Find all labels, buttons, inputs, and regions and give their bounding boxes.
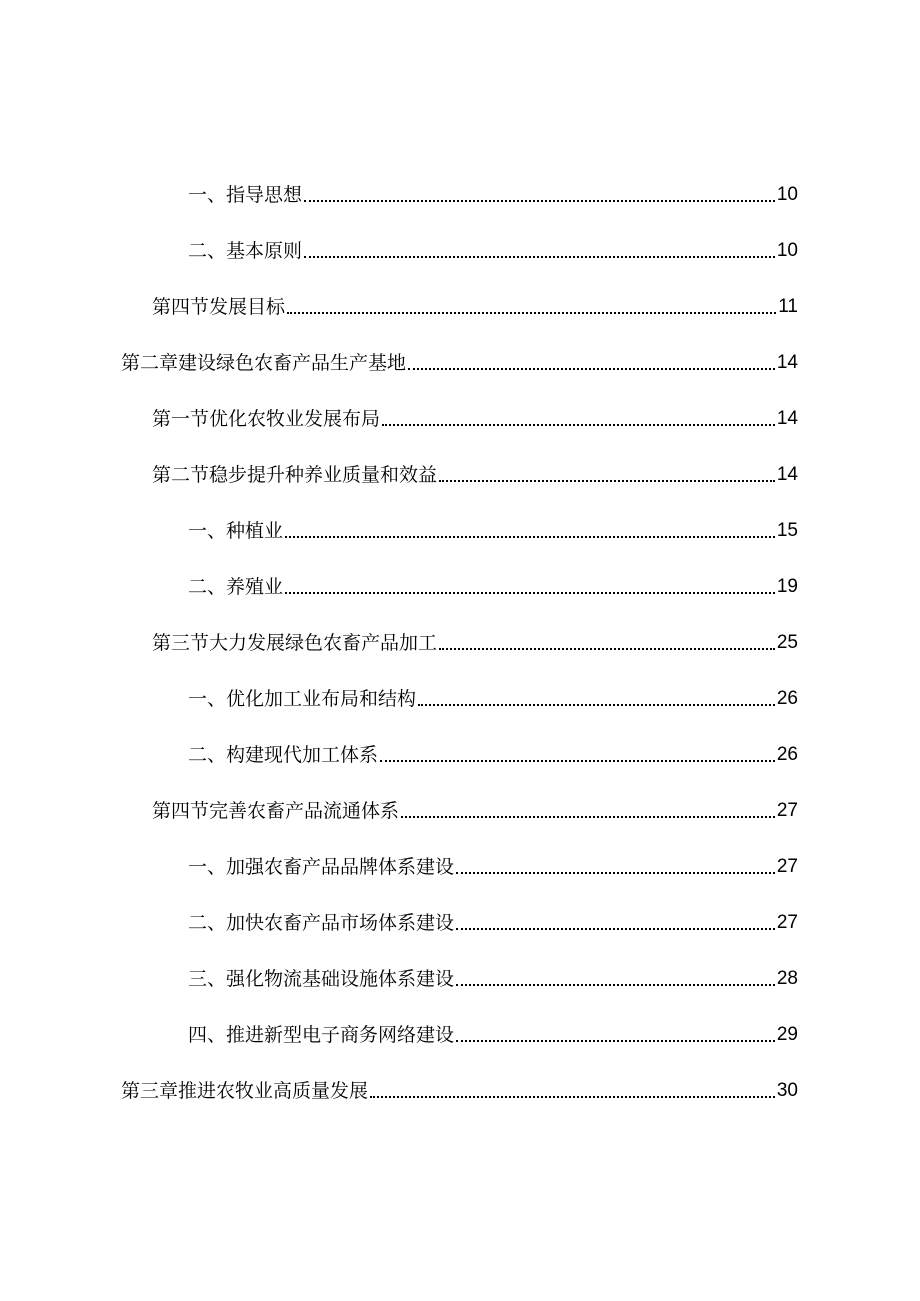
toc-entry-title: 一、加强农畜产品品牌体系建设 [188, 856, 455, 878]
toc-leader-dots [401, 816, 775, 818]
toc-entry-title: 第一节优化农牧业发展布局 [152, 408, 381, 430]
toc-leader-dots [287, 312, 776, 314]
toc-entry-page: 30 [776, 1080, 798, 1101]
toc-leader-dots [370, 1096, 775, 1098]
toc-leader-dots [456, 984, 775, 986]
toc-leader-dots [285, 592, 775, 594]
toc-entry-title: 二、加快农畜产品市场体系建设 [188, 912, 455, 934]
toc-entry-page: 26 [776, 744, 798, 765]
toc-entry[interactable] [188, 1012, 798, 1048]
toc-entry-page: 27 [776, 912, 798, 933]
toc-entry[interactable] [188, 228, 798, 264]
toc-entry-page: 28 [776, 968, 798, 989]
toc-entry[interactable] [188, 956, 798, 992]
toc-entry-page: 11 [778, 296, 798, 317]
toc-leader-dots [382, 424, 775, 426]
toc-entry-page: 27 [776, 800, 798, 821]
toc-leader-dots [456, 1040, 775, 1042]
toc-entry[interactable] [188, 900, 798, 936]
toc-entry[interactable] [121, 340, 798, 376]
toc-entry[interactable] [188, 564, 798, 600]
toc-entry[interactable] [188, 172, 798, 208]
toc-entry-page: 14 [776, 464, 798, 485]
toc-entry[interactable] [152, 620, 798, 656]
toc-entry-page: 19 [776, 576, 798, 597]
toc-entry[interactable] [152, 452, 798, 488]
toc-entry-title: 一、指导思想 [188, 184, 303, 206]
toc-entry-page: 14 [776, 352, 798, 373]
toc-entry-page: 15 [776, 520, 798, 541]
toc-entry-title: 第二节稳步提升种养业质量和效益 [152, 464, 438, 486]
toc-entry-page: 26 [776, 688, 798, 709]
toc-entry[interactable] [188, 508, 798, 544]
toc-entry-page: 10 [776, 184, 798, 205]
toc-entry-title: 一、种植业 [188, 520, 284, 542]
toc-entry-title: 第二章建设绿色农畜产品生产基地 [121, 352, 407, 374]
toc-leader-dots [439, 648, 775, 650]
toc-entry-title: 一、优化加工业布局和结构 [188, 688, 417, 710]
toc-leader-dots [304, 200, 775, 202]
toc-entry[interactable] [152, 788, 798, 824]
toc-entry[interactable] [152, 284, 798, 320]
toc-entry-title: 四、推进新型电子商务网络建设 [188, 1024, 455, 1046]
toc-entry[interactable] [121, 1068, 798, 1104]
toc-entry-title: 二、养殖业 [188, 576, 284, 598]
toc-entry-title: 第三章推进农牧业高质量发展 [121, 1080, 369, 1102]
toc-leader-dots [304, 256, 775, 258]
toc-entry-title: 三、强化物流基础设施体系建设 [188, 968, 455, 990]
toc-entry-page: 14 [776, 408, 798, 429]
toc-leader-dots [408, 368, 775, 370]
toc-entry-title: 第三节大力发展绿色农畜产品加工 [152, 632, 438, 654]
toc-leader-dots [439, 480, 775, 482]
toc-entry-title: 二、基本原则 [188, 240, 303, 262]
toc-entry[interactable] [188, 732, 798, 768]
toc-entry[interactable] [188, 844, 798, 880]
toc-entry[interactable] [152, 396, 798, 432]
toc-leader-dots [456, 928, 775, 930]
toc-leader-dots [456, 872, 775, 874]
toc-leader-dots [285, 536, 775, 538]
toc-entry-page: 10 [776, 240, 798, 261]
toc-entry-page: 27 [776, 856, 798, 877]
toc-leader-dots [418, 704, 775, 706]
toc-leader-dots [380, 760, 775, 762]
toc-entry-title: 第四节发展目标 [152, 296, 286, 318]
toc-entry-page: 29 [776, 1024, 798, 1045]
toc-entry-page: 25 [776, 632, 798, 653]
toc-entry[interactable] [188, 676, 798, 712]
toc-entry-title: 第四节完善农畜产品流通体系 [152, 800, 400, 822]
toc-entry-title: 二、构建现代加工体系 [188, 744, 379, 766]
